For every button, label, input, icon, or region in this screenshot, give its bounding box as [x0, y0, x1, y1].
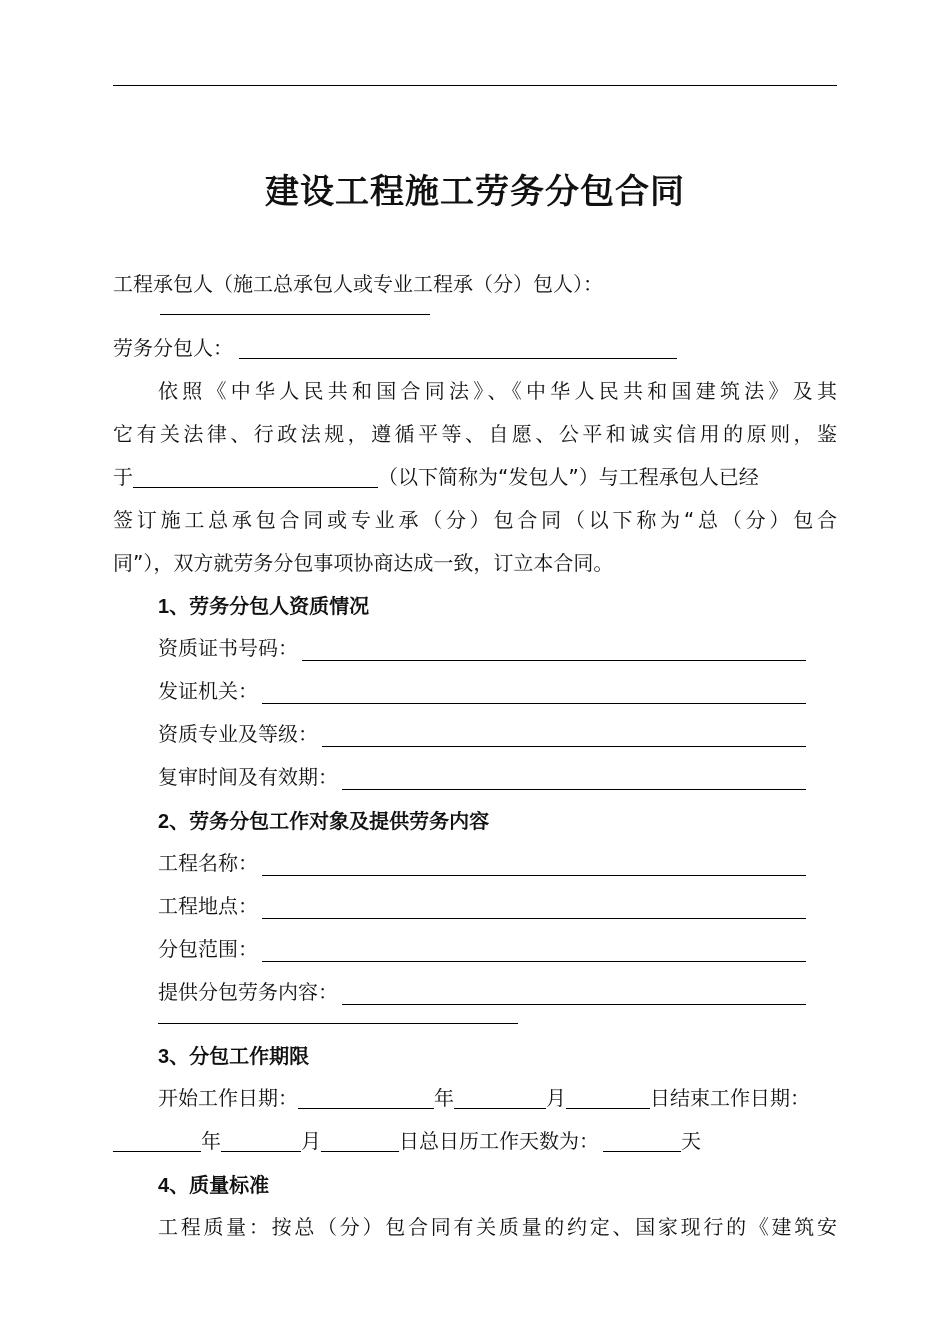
- preamble-line-5: 同”），双方就劳务分包事项协商达成一致，订立本合同。: [113, 551, 614, 575]
- top-rule: [113, 85, 837, 86]
- field-label: 资质专业及等级：: [158, 722, 318, 746]
- total-days-blank[interactable]: [603, 1129, 681, 1152]
- section-1-heading: 1、劳务分包人资质情况: [158, 596, 370, 618]
- field-blank[interactable]: [342, 982, 806, 1005]
- preamble-line-3-suffix: （以下简称为“发包人”）与工程承包人已经: [378, 465, 759, 489]
- end-date-line: [113, 1125, 701, 1154]
- end-month-blank[interactable]: [221, 1129, 301, 1152]
- subcontractor-blank[interactable]: [239, 336, 677, 359]
- field-specialty-grade: [158, 718, 806, 747]
- field-label: 发证机关：: [158, 679, 258, 703]
- end-year-blank[interactable]: [113, 1129, 201, 1152]
- field-label: 工程地点：: [158, 894, 258, 918]
- field-labor-content: [158, 976, 806, 1005]
- field-blank[interactable]: [322, 724, 806, 747]
- section-3-heading: 3、分包工作期限: [158, 1046, 310, 1068]
- month-label: 月: [301, 1129, 321, 1153]
- start-year-blank[interactable]: [298, 1086, 434, 1109]
- field-review-validity: [158, 761, 806, 790]
- total-days-label: 日总日历工作天数为：: [399, 1129, 599, 1153]
- field-blank[interactable]: [262, 853, 806, 876]
- start-date-line: [158, 1082, 848, 1111]
- field-blank[interactable]: [262, 681, 806, 704]
- year-label: 年: [201, 1129, 221, 1153]
- field-label: 提供分包劳务内容：: [158, 980, 338, 1004]
- subcontractor-line: [113, 332, 677, 361]
- contractor-label: 工程承包人（施工总承包人或专业工程承（分）包人）：: [113, 272, 603, 296]
- end-day-blank[interactable]: [321, 1129, 399, 1152]
- end-date-label: 日结束工作日期：: [650, 1086, 810, 1110]
- field-project-name: [158, 847, 806, 876]
- start-day-blank[interactable]: [566, 1086, 650, 1109]
- employer-blank[interactable]: [133, 465, 378, 488]
- start-month-blank[interactable]: [454, 1086, 546, 1109]
- field-label: 分包范围：: [158, 937, 258, 961]
- field-label: 工程名称：: [158, 851, 258, 875]
- document-title: 建设工程施工劳务分包合同: [265, 172, 685, 212]
- contractor-blank[interactable]: [160, 314, 430, 315]
- preamble-line-2: 它有关法律、行政法规，遵循平等、自愿、公平和诚实信用的原则，鉴: [113, 422, 837, 446]
- field-blank[interactable]: [302, 638, 806, 661]
- section-4-heading: 4、质量标准: [158, 1175, 270, 1197]
- year-label: 年: [434, 1086, 454, 1110]
- field-blank[interactable]: [342, 767, 806, 790]
- preamble-line-3: [113, 461, 837, 490]
- field-project-location: [158, 890, 806, 919]
- month-label: 月: [546, 1086, 566, 1110]
- quality-line-1: 工程质量：按总（分）包合同有关质量的约定、国家现行的《建筑安: [158, 1215, 837, 1239]
- field-blank[interactable]: [262, 896, 806, 919]
- preamble-line-3-prefix: 于: [113, 465, 133, 489]
- section-2-heading: 2、劳务分包工作对象及提供劳务内容: [158, 811, 490, 833]
- field-label: 复审时间及有效期：: [158, 765, 338, 789]
- field-issuing-authority: [158, 675, 806, 704]
- preamble-line-4: 签订施工总承包合同或专业承（分）包合同（以下称为“总（分）包合: [113, 508, 837, 532]
- labor-content-continuation-blank[interactable]: [158, 1023, 518, 1024]
- preamble-line-1: 依照《中华人民共和国合同法》、《中华人民共和国建筑法》及其: [158, 379, 837, 403]
- field-subcontract-scope: [158, 933, 806, 962]
- field-blank[interactable]: [262, 939, 806, 962]
- field-cert-number: [158, 632, 806, 661]
- subcontractor-label: 劳务分包人：: [113, 336, 233, 360]
- start-date-label: 开始工作日期：: [158, 1086, 298, 1110]
- days-unit-label: 天: [681, 1129, 701, 1153]
- field-label: 资质证书号码：: [158, 636, 298, 660]
